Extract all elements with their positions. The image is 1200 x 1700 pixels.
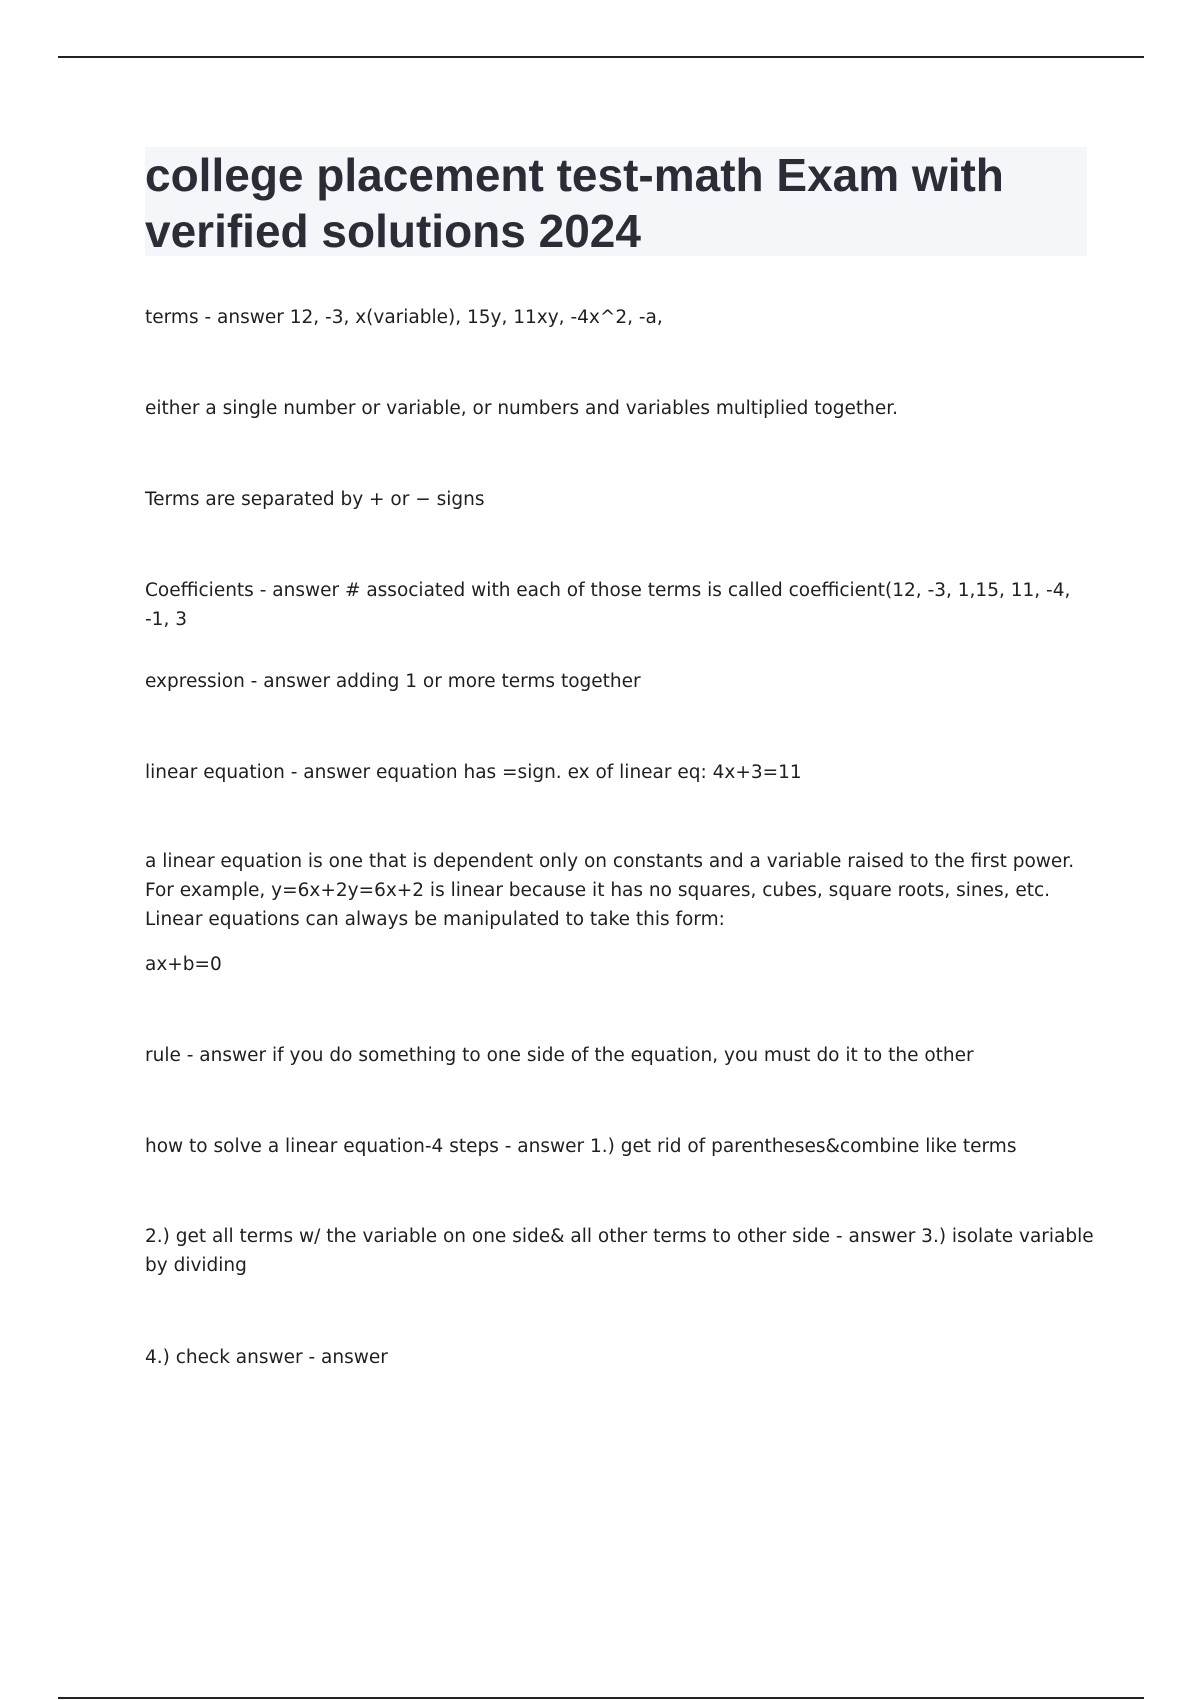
paragraph-linear-equation: linear equation - answer equation has =sign. ex of linear eq: 4x+3=11 xyxy=(145,762,802,783)
document-title: college placement test-math Exam with verified solutions 2024 xyxy=(145,149,1004,257)
paragraph-step-two-three: 2.) get all terms w/ the variable on one side& all other terms to other side - answer 3.) isolate variable by dividing xyxy=(145,1226,1094,1276)
paragraph-terms: terms - answer 12, -3, x(variable), 15y, 11xy, -4x^2, -a, xyxy=(145,307,663,328)
bottom-rule xyxy=(58,1697,1144,1699)
paragraph-step-four: 4.) check answer - answer xyxy=(145,1347,388,1368)
top-rule xyxy=(58,56,1144,58)
paragraph-terms-separation: Terms are separated by + or − signs xyxy=(145,489,485,510)
paragraph-rule: rule - answer if you do something to one side of the equation, you must do it to the other xyxy=(145,1045,974,1066)
paragraph-linear-equation-explanation: a linear equation is one that is dependent only on constants and a variable raised to the first power. For example, y=6x+2y=6x+2 is linear because it has no squares, cubes, square roots, sines, etc. Linear equations can always be manipulated to take this form: xyxy=(145,851,1075,930)
title-block xyxy=(145,147,1087,256)
paragraph-terms-definition: either a single number or variable, or numbers and variables multiplied together. xyxy=(145,398,899,419)
paragraph-coefficients: Coefficients - answer # associated with each of those terms is called coefficient(12, -3, 1,15, 11, -4, -1, 3 xyxy=(145,580,1071,630)
paragraph-expression: expression - answer adding 1 or more terms together xyxy=(145,671,641,692)
paragraph-solve-steps: how to solve a linear equation-4 steps - answer 1.) get rid of parentheses&combine like terms xyxy=(145,1136,1017,1157)
paragraph-linear-form: ax+b=0 xyxy=(145,954,222,975)
